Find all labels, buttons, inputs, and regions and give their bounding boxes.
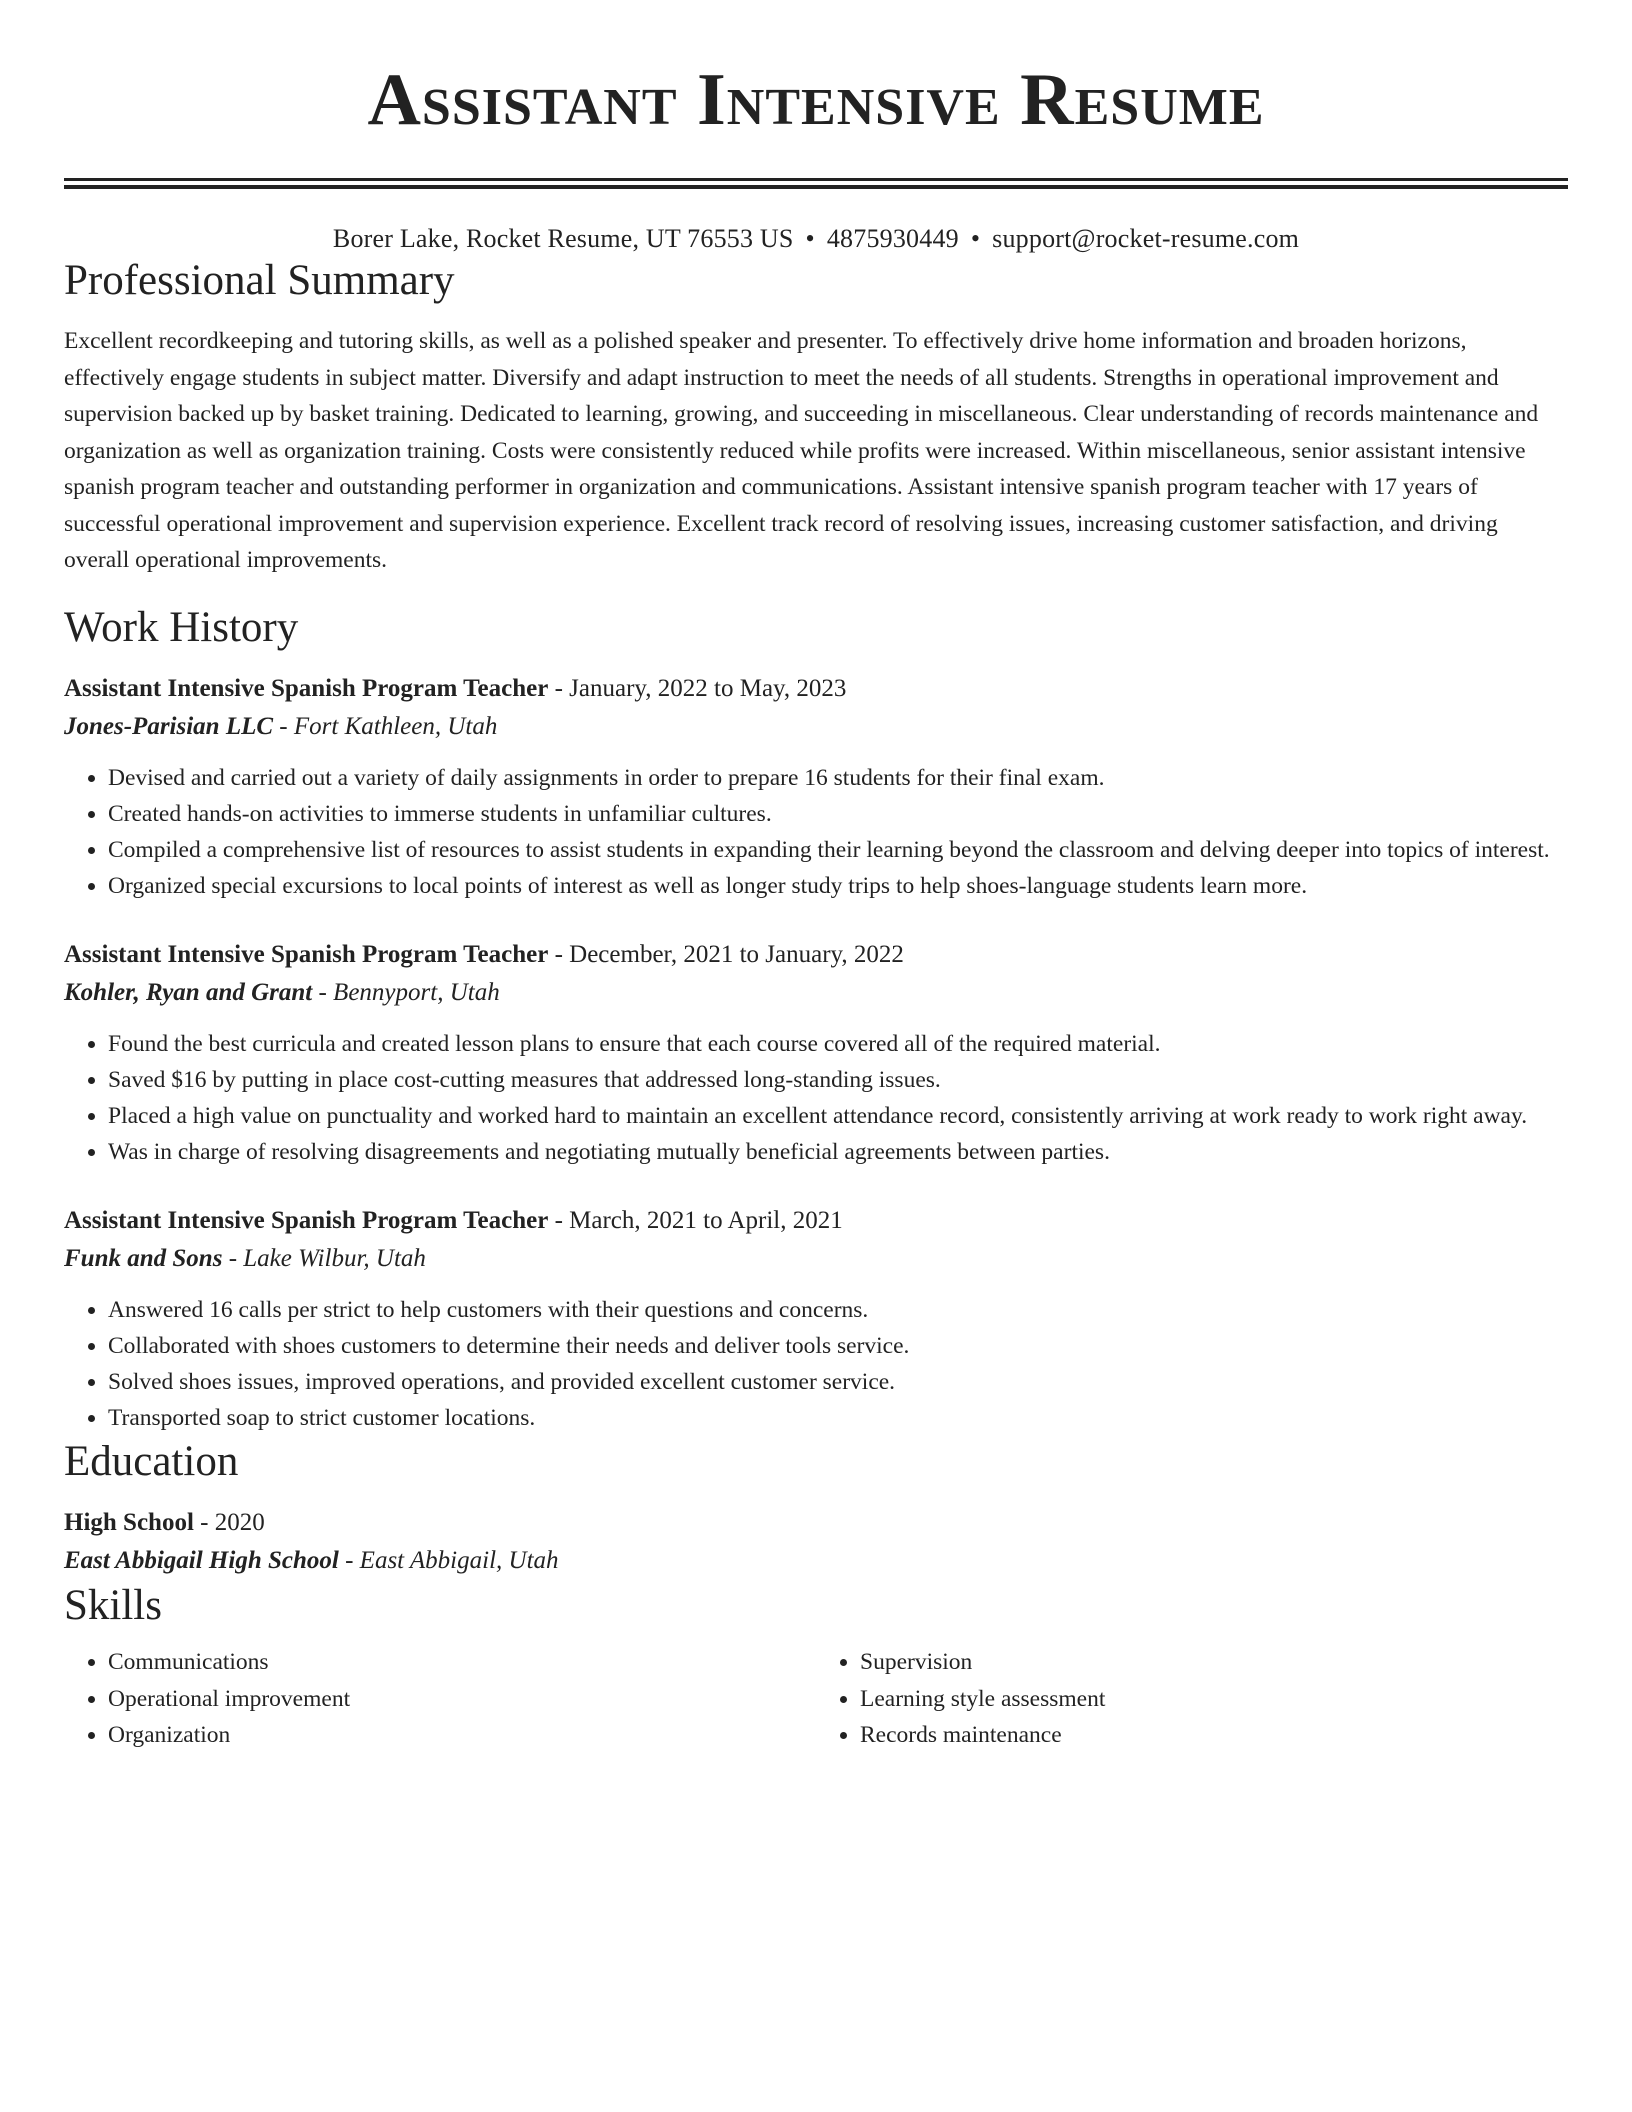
education-year: - 2020 [193, 1509, 265, 1536]
section-heading-summary: Professional Summary [64, 257, 455, 304]
contact-email: support@rocket-resume.com [992, 224, 1300, 253]
job-employer [64, 708, 1568, 746]
job-bullet: • Compiled a comprehensive list of resources to assist students in expanding their learning beyond the classroom and delving deeper into topics of interest. [108, 832, 1568, 868]
job-heading [64, 670, 1568, 708]
summary-text: Excellent recordkeeping and tutoring skills, as well as a polished speaker and presenter. To effectively drive home information and broaden horizons, effectively engage students in subject matter. Diversify and adapt instruction to meet the needs of all students. Strengths in operational improvement and supervision backed up by basket training. Dedicated to learning, growing, and succeeding in miscellaneous. Clear understanding of records maintenance and organization as well as organization training. Costs were consistently reduced while profits were increased. Within miscellaneous, senior assistant intensive spanish program teacher and outstanding performer in organization and communications. Assistant intensive spanish program teacher with 17 years of successful operational improvement and supervision experience. Excellent track record of resolving issues, increasing customer satisfaction, and driving overall operational improvements. [64, 328, 1539, 573]
job-bullet: • Was in charge of resolving disagreements and negotiating mutually beneficial agreements between parties. [108, 1134, 1568, 1170]
job-dates: - March, 2021 to April, 2021 [548, 1207, 843, 1234]
job-role: Assistant Intensive Spanish Program Teacher [64, 1207, 549, 1234]
job-entry [64, 670, 1568, 904]
job-bullet: • Transported soap to strict customer locations. [108, 1400, 1568, 1436]
job-bullet: • Created hands-on activities to immerse students in unfamiliar cultures. [108, 796, 1568, 832]
skills-column-left [64, 1644, 816, 1754]
job-employer [64, 974, 1568, 1012]
contact-address: Borer Lake, Rocket Resume, UT 76553 US [332, 224, 794, 253]
job-location: - Bennyport, Utah [312, 979, 500, 1006]
skill-item: • Communications [108, 1644, 816, 1681]
job-bullet: • Saved $16 by putting in place cost-cutting measures that addressed long-standing issues. [108, 1062, 1568, 1098]
section-heading-work-history: Work History [64, 604, 299, 651]
job-bullets [64, 1026, 1568, 1170]
job-entry [64, 1202, 1568, 1436]
job-dates: - January, 2022 to May, 2023 [548, 675, 847, 702]
job-bullets [64, 1292, 1568, 1436]
skill-item: • Operational improvement [108, 1681, 816, 1718]
job-bullet: • Found the best curricula and created lesson plans to ensure that each course covered all of the required material. [108, 1026, 1568, 1062]
job-location: - Fort Kathleen, Utah [273, 713, 498, 740]
contact-phone: 4875930449 [826, 224, 959, 253]
contact-separator: • [805, 224, 815, 253]
skills-column-right [816, 1644, 1568, 1754]
job-role: Assistant Intensive Spanish Program Teacher [64, 675, 549, 702]
resume-title: Assistant Intensive Resume [367, 59, 1265, 141]
skill-item: • Learning style assessment [860, 1681, 1568, 1718]
job-bullet: • Placed a high value on punctuality and worked hard to maintain an excellent attendance record, consistently arriving at work ready to work right away. [108, 1098, 1568, 1134]
education-location: - East Abbigail, Utah [338, 1547, 559, 1574]
skills-list [64, 1644, 1568, 1754]
job-company: Kohler, Ryan and Grant [64, 979, 313, 1006]
contact-line [64, 223, 1568, 255]
job-bullet: • Answered 16 calls per strict to help customers with their questions and concerns. [108, 1292, 1568, 1328]
education-school-line [64, 1542, 1568, 1580]
job-bullet: • Devised and carried out a variety of daily assignments in order to prepare 16 students for their final exam. [108, 760, 1568, 796]
job-heading [64, 936, 1568, 974]
education-heading [64, 1504, 1568, 1542]
job-company: Funk and Sons [64, 1245, 223, 1272]
skill-item: • Organization [108, 1717, 816, 1754]
job-employer [64, 1240, 1568, 1278]
job-company: Jones-Parisian LLC [64, 713, 274, 740]
job-role: Assistant Intensive Spanish Program Teacher [64, 941, 549, 968]
skill-item: • Supervision [860, 1644, 1568, 1681]
header-divider [64, 178, 1568, 189]
contact-separator: • [970, 224, 981, 253]
job-bullet: • Solved shoes issues, improved operations, and provided excellent customer service. [108, 1364, 1568, 1400]
section-heading-education: Education [64, 1438, 239, 1485]
skill-item: • Records maintenance [860, 1717, 1568, 1754]
job-bullets [64, 760, 1568, 904]
education-entry [64, 1504, 1568, 1580]
job-bullet: • Organized special excursions to local points of interest as well as longer study trips to help shoes-language students learn more. [108, 868, 1568, 904]
section-heading-skills: Skills [64, 1582, 162, 1629]
education-degree: High School [64, 1509, 194, 1536]
job-heading [64, 1202, 1568, 1240]
job-entry [64, 936, 1568, 1170]
education-school: East Abbigail High School [64, 1547, 339, 1574]
job-location: - Lake Wilbur, Utah [222, 1245, 426, 1272]
job-bullet: • Collaborated with shoes customers to determine their needs and deliver tools service. [108, 1328, 1568, 1364]
job-dates: - December, 2021 to January, 2022 [548, 941, 904, 968]
